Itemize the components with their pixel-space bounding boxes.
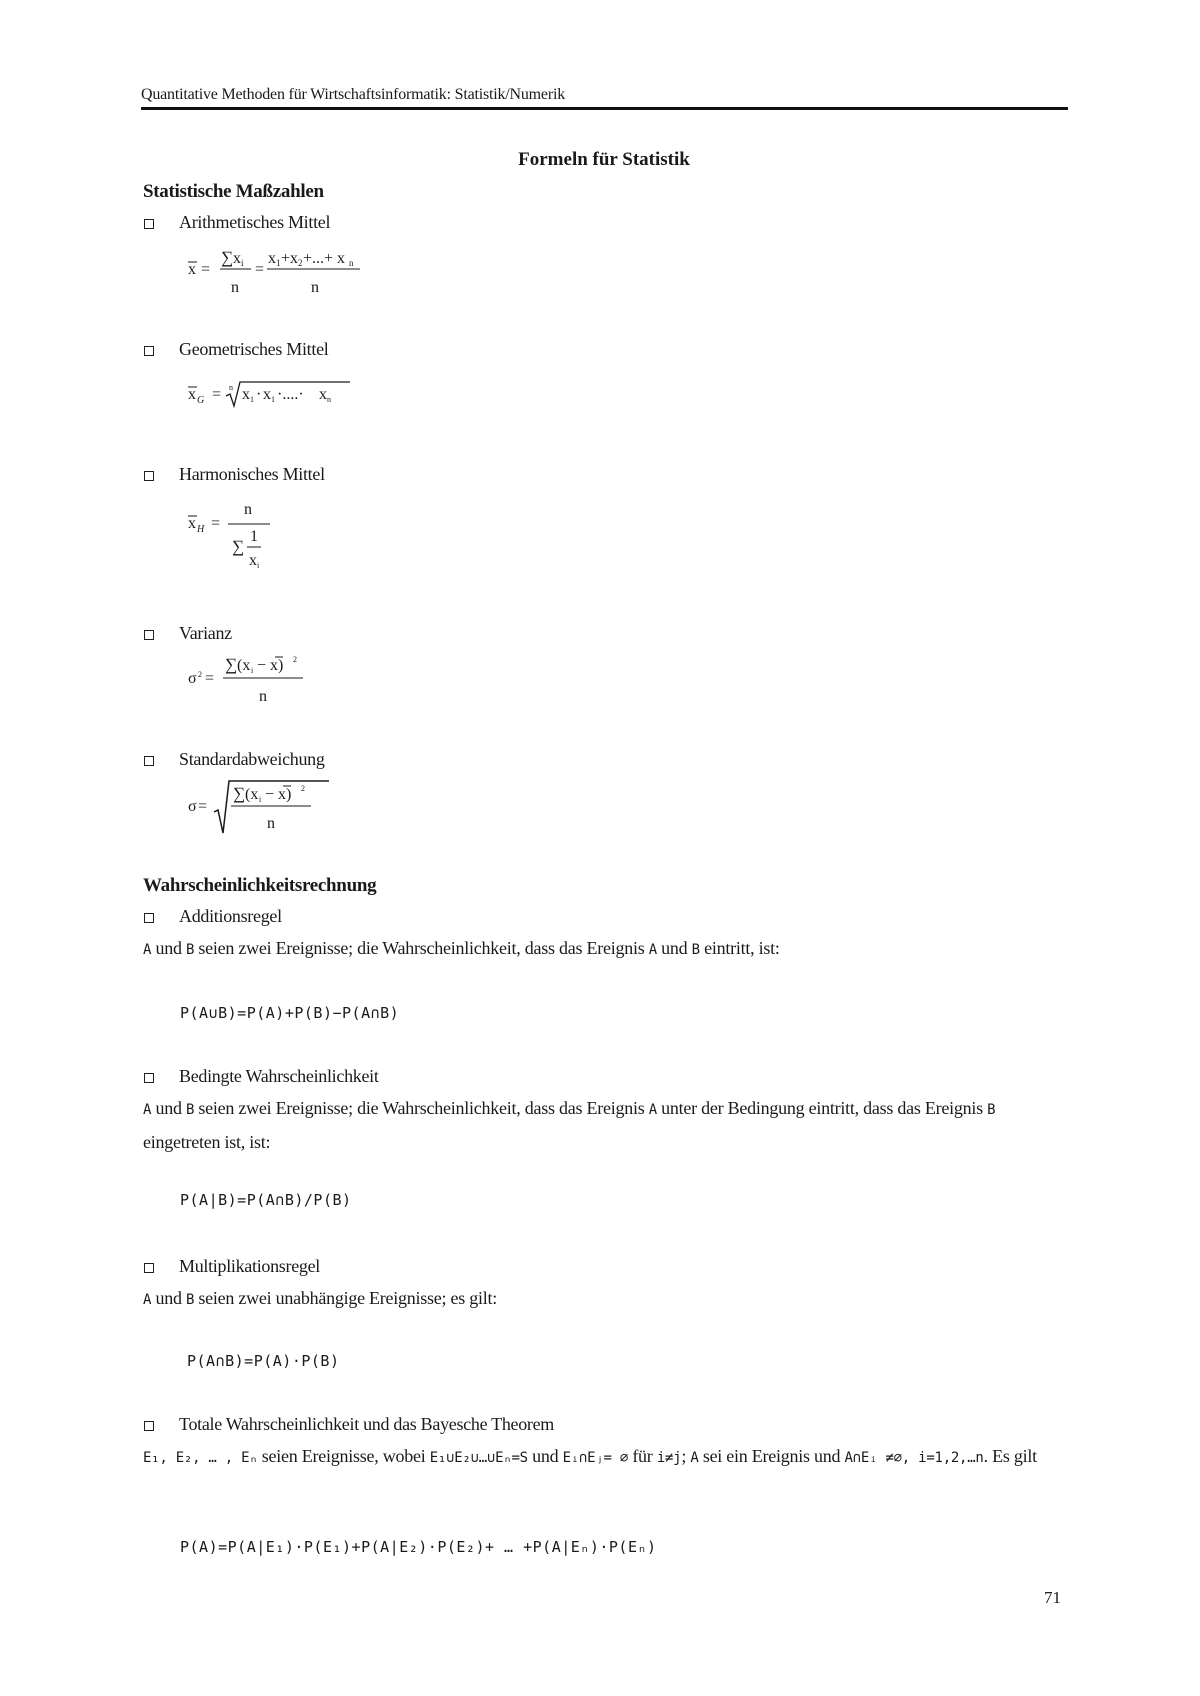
svg-text:n: n xyxy=(229,383,233,392)
svg-text:∑: ∑ xyxy=(232,537,245,556)
svg-text:2: 2 xyxy=(198,670,202,679)
svg-text:x: x xyxy=(268,250,276,267)
svg-text:i: i xyxy=(241,258,244,268)
svg-text:i: i xyxy=(251,666,254,675)
svg-text:n: n xyxy=(327,395,331,404)
svg-text:n: n xyxy=(231,279,239,296)
bullet-square-icon xyxy=(144,1263,154,1273)
event-symbol: B xyxy=(185,1102,195,1118)
text-run: und xyxy=(151,1288,186,1308)
svg-text:·....·: ·....· xyxy=(277,386,304,403)
svg-text:− x): − x) xyxy=(265,786,292,803)
svg-text:G: G xyxy=(197,395,205,406)
text-run: und xyxy=(656,938,692,958)
text-run: eingetreten ist, ist: xyxy=(143,1132,271,1152)
text-run: und xyxy=(527,1446,563,1466)
svg-text:1: 1 xyxy=(250,395,254,404)
text-run: für xyxy=(628,1446,657,1466)
text-run: unter der Bedingung eintritt, dass das Ereignis xyxy=(656,1098,988,1118)
svg-text:=: = xyxy=(205,670,215,687)
page-title-text: Formeln für Statistik xyxy=(518,149,690,170)
event-symbol: E₁, E₂, … , Eₙ xyxy=(143,1450,258,1466)
svg-text:1: 1 xyxy=(271,395,275,404)
text-run: und xyxy=(151,938,186,958)
svg-text:x: x xyxy=(249,552,257,569)
text-run: eintritt, ist: xyxy=(699,938,780,958)
page-number: 71 xyxy=(1044,1588,1061,1607)
paragraph-additionsregel xyxy=(143,932,1073,966)
svg-text:n: n xyxy=(259,688,267,705)
page-title xyxy=(0,149,1200,171)
svg-text:=: = xyxy=(211,515,221,532)
event-symbol: A xyxy=(690,1450,699,1466)
svg-text:·: · xyxy=(256,386,262,403)
bullet-label: Bedingte Wahrscheinlichkeit xyxy=(179,1066,379,1086)
event-symbol: A xyxy=(648,942,657,958)
bullet-label: Standardabweichung xyxy=(179,749,325,769)
svg-text:x: x xyxy=(319,386,327,403)
formula-variance xyxy=(185,650,335,710)
formula-standard-deviation xyxy=(185,775,345,840)
bullet-square-icon xyxy=(144,346,154,356)
formula-arithmetic-mean xyxy=(185,245,415,305)
svg-text:H: H xyxy=(197,524,205,535)
bullet-label: Multiplikationsregel xyxy=(179,1256,320,1276)
svg-text:x: x xyxy=(242,386,250,403)
svg-text:(x: (x xyxy=(245,786,259,803)
svg-text:i: i xyxy=(259,795,262,804)
svg-text:x: x xyxy=(188,261,196,278)
event-symbol: B xyxy=(691,942,700,958)
bullet-label: Geometrisches Mittel xyxy=(179,339,329,359)
event-symbol: E₁∪E₂∪…∪Eₙ=S xyxy=(429,1450,528,1466)
event-symbol: A xyxy=(648,1102,657,1118)
text-run: seien zwei unabhängige Ereignisse; es gilt: xyxy=(194,1288,498,1308)
svg-text:=: = xyxy=(255,261,265,278)
bullet-label: Varianz xyxy=(179,623,232,643)
svg-text:+...+ x: +...+ x xyxy=(303,250,346,267)
bullet-square-icon xyxy=(144,1421,154,1431)
header-rule xyxy=(141,107,1068,110)
bullet-square-icon xyxy=(144,219,154,229)
svg-text:x: x xyxy=(233,250,241,267)
formula-multiplikationsregel: P(A∩B)=P(A)·P(B) xyxy=(187,1352,340,1370)
paragraph-bedingte-wahrscheinlichkeit xyxy=(143,1092,1073,1158)
bullet-square-icon xyxy=(144,471,154,481)
svg-text:i: i xyxy=(257,561,260,570)
text-run: seien Ereignisse, wobei xyxy=(257,1446,430,1466)
text-run: und xyxy=(151,1098,186,1118)
text-run: seien zwei Ereignisse; die Wahrscheinlichkeit, dass das Ereignis xyxy=(194,938,649,958)
event-symbol: Eᵢ∩Eⱼ= ∅ xyxy=(562,1450,629,1466)
event-symbol: B xyxy=(987,1102,996,1118)
svg-text:∑: ∑ xyxy=(221,248,234,267)
svg-text:=: = xyxy=(198,798,208,815)
bullet-square-icon xyxy=(144,913,154,923)
bullet-label: Arithmetisches Mittel xyxy=(179,212,331,232)
text-run: seien zwei Ereignisse; die Wahrscheinlichkeit, dass das Ereignis xyxy=(194,1098,649,1118)
event-symbol: A xyxy=(143,1292,152,1308)
paragraph-totale-wahrscheinlichkeit xyxy=(143,1440,1073,1474)
formula-additionsregel: P(A∪B)=P(A)+P(B)−P(A∩B) xyxy=(180,1004,400,1022)
formula-bedingte-wahrscheinlichkeit: P(A|B)=P(A∩B)/P(B) xyxy=(180,1191,352,1209)
svg-text:x: x xyxy=(263,386,271,403)
bullet-label: Additionsregel xyxy=(179,906,282,926)
bullet-label: Totale Wahrscheinlichkeit und das Bayesche Theorem xyxy=(179,1414,554,1434)
svg-text:(x: (x xyxy=(237,657,251,674)
svg-text:2: 2 xyxy=(301,784,305,793)
svg-text:2: 2 xyxy=(298,258,303,268)
svg-text:x: x xyxy=(188,515,196,532)
svg-text:− x): − x) xyxy=(257,657,284,674)
formula-harmonic-mean xyxy=(185,496,305,581)
svg-text:σ: σ xyxy=(188,670,197,687)
event-symbol: A∩Eᵢ ≠∅, i=1,2,…n xyxy=(844,1450,984,1466)
svg-text:∑: ∑ xyxy=(233,784,246,803)
section-heading-statistische-masszahlen: Statistische Maßzahlen xyxy=(143,181,324,202)
svg-text:x: x xyxy=(188,386,196,403)
formula-geometric-mean xyxy=(185,378,365,418)
running-header: Quantitative Methoden für Wirtschaftsinformatik: Statistik/Numerik xyxy=(141,86,565,103)
svg-text:=: = xyxy=(212,386,222,403)
event-symbol: A xyxy=(143,1102,152,1118)
svg-text:=: = xyxy=(201,261,211,278)
svg-text:n: n xyxy=(349,258,354,268)
svg-text:1: 1 xyxy=(250,528,258,545)
svg-text:2: 2 xyxy=(293,655,297,664)
section-heading-wahrscheinlichkeitsrechnung: Wahrscheinlichkeitsrechnung xyxy=(143,875,377,896)
svg-text:+x: +x xyxy=(281,250,299,267)
event-symbol: B xyxy=(185,1292,195,1308)
event-symbol: B xyxy=(185,942,195,958)
event-symbol: i≠j xyxy=(656,1450,682,1466)
paragraph-multiplikationsregel xyxy=(143,1282,1073,1316)
bullet-square-icon xyxy=(144,630,154,640)
event-symbol: A xyxy=(143,942,152,958)
svg-text:σ: σ xyxy=(188,798,197,815)
svg-text:n: n xyxy=(267,815,275,832)
svg-text:1: 1 xyxy=(276,258,281,268)
text-run: sei ein Ereignis und xyxy=(698,1446,845,1466)
bullet-label: Harmonisches Mittel xyxy=(179,464,325,484)
svg-text:∑: ∑ xyxy=(225,655,238,674)
svg-text:n: n xyxy=(311,279,319,296)
text-run: ; xyxy=(681,1446,691,1466)
svg-text:n: n xyxy=(244,501,252,518)
text-run: . Es gilt xyxy=(983,1446,1037,1466)
formula-bayes-total-probability: P(A)=P(A|E₁)·P(E₁)+P(A|E₂)·P(E₂)+ … +P(A|Eₙ)·P(Eₙ) xyxy=(180,1538,657,1556)
bullet-square-icon xyxy=(144,756,154,766)
bullet-square-icon xyxy=(144,1073,154,1083)
